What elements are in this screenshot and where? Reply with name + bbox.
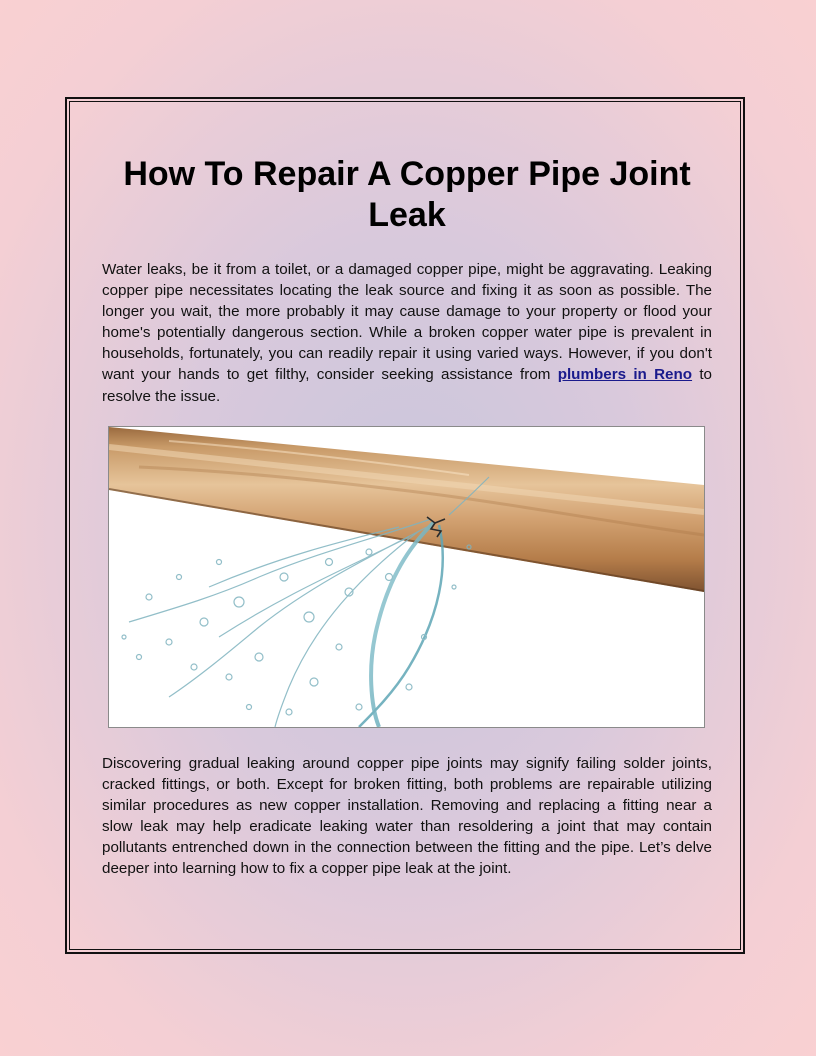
intro-text-end: to resolve the issue. bbox=[102, 366, 712, 405]
document-title: How To Repair A Copper Pipe Joint Leak bbox=[123, 155, 691, 234]
plumbers-in-reno-link[interactable]: plumbers in Reno bbox=[557, 366, 693, 384]
leaking-copper-pipe-image bbox=[108, 426, 705, 728]
pipe-illustration bbox=[109, 427, 704, 727]
intro-text: Water leaks, be it from a toilet, or a damaged copper pipe, might be aggravating. Leaking copper pipe necessitates locating the leak source and fixing it as soon as possible. The longer you wait, the more probably it may cause damage to your property or flood your home's potentially dangerous section. While a broken copper water pipe is prevalent in households, fortunately, you can readily repair it using varied ways. However, if you don't want your hands to get filthy, consider seeking assistance from bbox=[102, 261, 712, 384]
body-paragraph: Discovering gradual leaking around copper pipe joints may signify failing solder joints, cracked fittings, or both. Except for broken fitting, both problems are repairable utilizing similar procedures as new copper installation. Removing and replacing a fitting near a slow leak may help eradicate leaking water than resoldering a joint that may contain pollutants entrenched down in the connection between the fitting and the pipe. Let’s delve deeper into learning how to fix a copper pipe leak at the joint. bbox=[102, 755, 712, 878]
intro-paragraph bbox=[102, 259, 712, 407]
